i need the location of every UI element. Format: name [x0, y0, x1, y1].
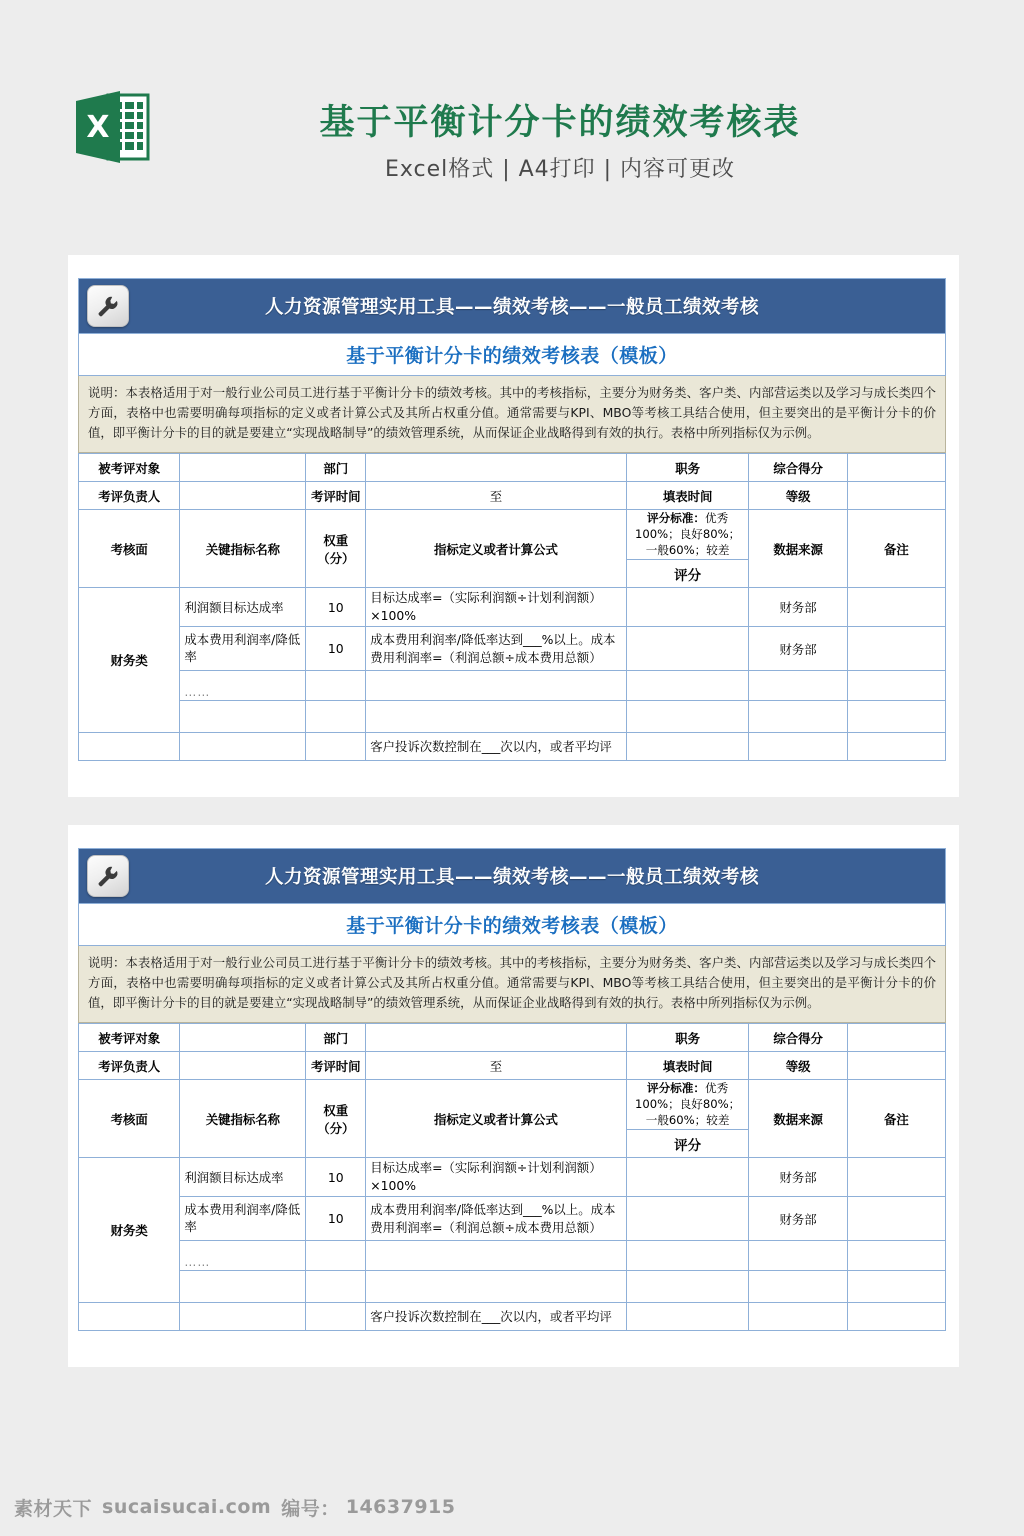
cell-remark[interactable] [847, 588, 945, 627]
cell-definition[interactable]: 客户投诉次数控制在___次以内，或者平均评 [366, 733, 627, 761]
col-header-score: 评分 [626, 560, 749, 588]
cell-remark[interactable] [847, 1303, 945, 1331]
table-row [79, 733, 946, 761]
cell-score[interactable] [626, 1303, 749, 1331]
cell-definition[interactable]: 成本费用利润率/降低率达到___%以上。成本费用利润率=（利润总额÷成本费用总额） [366, 1197, 627, 1241]
col-header-weight [306, 510, 366, 588]
cell-indicator[interactable] [180, 733, 306, 761]
label-total-score: 综合得分 [749, 1024, 847, 1052]
sheet-subtitle-row [78, 904, 946, 946]
footer-watermark [0, 1487, 1024, 1527]
cell-indicator[interactable]: 成本费用利润率/降低率 [180, 1197, 306, 1241]
assessment-table [78, 1023, 946, 1331]
cell-source[interactable] [749, 1241, 847, 1271]
page-title: 基于平衡计分卡的绩效考核表 [319, 103, 801, 143]
cell-indicator[interactable]: 成本费用利润率/降低率 [180, 627, 306, 671]
cell-indicator[interactable] [180, 1271, 306, 1303]
label-position: 职务 [626, 1024, 749, 1052]
cell-weight[interactable] [306, 701, 366, 733]
footer-brand: 素材天下 [14, 1497, 93, 1520]
cell-source[interactable] [749, 671, 847, 701]
footer-id-value: 14637915 [345, 1496, 456, 1518]
cell-indicator[interactable]: …… [180, 1241, 306, 1271]
cell-source[interactable] [749, 733, 847, 761]
label-assessed-subject: 被考评对象 [79, 454, 180, 482]
wrench-icon [87, 285, 129, 327]
cell-category: 财务类 [79, 1158, 180, 1303]
col-header-aspect: 考核面 [79, 1080, 180, 1158]
table-row [79, 627, 946, 671]
cell-score[interactable] [626, 671, 749, 701]
field-assessment-period[interactable]: 至 [366, 1052, 627, 1080]
sheet-banner [78, 848, 946, 904]
table-row [79, 701, 946, 733]
field-total-score[interactable] [847, 454, 945, 482]
cell-remark[interactable] [847, 733, 945, 761]
cell-source[interactable] [749, 1303, 847, 1331]
table-row [79, 1303, 946, 1331]
cell-remark[interactable] [847, 1158, 945, 1197]
cell-source[interactable]: 财务部 [749, 588, 847, 627]
label-fill-date: 填表时间 [626, 1052, 749, 1080]
label-assessor: 考评负责人 [79, 1052, 180, 1080]
col-header-source: 数据来源 [749, 1080, 847, 1158]
cell-indicator[interactable] [180, 1303, 306, 1331]
footer-site: sucaisucai.com [102, 1496, 272, 1518]
banner-title: 人力资源管理实用工具——绩效考核——一般员工绩效考核 [264, 297, 759, 318]
criteria-body: 优秀100%；良好80%；一般60%；较差 [634, 511, 741, 557]
sheet-description: 说明：本表格适用于对一般行业公司员工进行基于平衡计分卡的绩效考核。其中的考核指标，主要分为财务类、客户类、内部营运类以及学习与成长类四个方面，表格中也需要明确每项指标的定义或者计算公式及其所占权重分值。通常需要与KPI、MBO等考核工具结合使用，但主要突出的是平衡计分卡的价值，即平衡计分卡的目的就是要建立“实现战略制导”的绩效管理系统，从而保证企业战略得到有效的执行。表格中所列指标仅为示例。 [78, 946, 946, 1023]
field-grade[interactable] [847, 482, 945, 510]
table-header-row [79, 510, 946, 560]
label-assessor: 考评负责人 [79, 482, 180, 510]
document-preview-card-2[interactable] [68, 825, 959, 1367]
assessment-table [78, 453, 946, 761]
cell-weight[interactable] [306, 733, 366, 761]
field-assessor[interactable] [180, 482, 306, 510]
cell-source[interactable] [749, 701, 847, 733]
cell-remark[interactable] [847, 671, 945, 701]
document-preview-card-1[interactable] [68, 255, 959, 797]
excel-logo-icon [68, 83, 156, 171]
cell-category: 财务类 [79, 588, 180, 733]
table-row [79, 1052, 946, 1080]
col-header-weight [306, 1080, 366, 1158]
sheet-description: 说明：本表格适用于对一般行业公司员工进行基于平衡计分卡的绩效考核。其中的考核指标，主要分为财务类、客户类、内部营运类以及学习与成长类四个方面，表格中也需要明确每项指标的定义或者计算公式及其所占权重分值。通常需要与KPI、MBO等考核工具结合使用，但主要突出的是平衡计分卡的价值，即平衡计分卡的目的就是要建立“实现战略制导”的绩效管理系统，从而保证企业战略得到有效的执行。表格中所列指标仅为示例。 [78, 376, 946, 453]
table-row [79, 454, 946, 482]
footer-id-label: 编号： [281, 1497, 340, 1520]
col-header-definition: 指标定义或者计算公式 [366, 1080, 627, 1158]
col-header-weight-line2: （分） [317, 550, 355, 566]
table-row [79, 482, 946, 510]
cell-remark[interactable] [847, 627, 945, 671]
field-department[interactable] [366, 1024, 627, 1052]
label-assessment-period: 考评时间 [306, 1052, 366, 1080]
cell-remark[interactable] [847, 701, 945, 733]
criteria-body: 优秀100%；良好80%；一般60%；较差 [634, 1081, 741, 1127]
cell-indicator[interactable]: 利润额目标达成率 [180, 588, 306, 627]
wrench-icon [87, 855, 129, 897]
cell-weight[interactable] [306, 1303, 366, 1331]
col-header-aspect: 考核面 [79, 510, 180, 588]
cell-indicator[interactable]: 利润额目标达成率 [180, 1158, 306, 1197]
cell-indicator[interactable]: …… [180, 671, 306, 701]
col-header-weight-line1: 权重 [323, 1102, 349, 1118]
col-header-weight-line1: 权重 [323, 532, 349, 548]
label-fill-date: 填表时间 [626, 482, 749, 510]
col-header-definition: 指标定义或者计算公式 [366, 510, 627, 588]
cell-definition[interactable]: 成本费用利润率/降低率达到___%以上。成本费用利润率=（利润总额÷成本费用总额） [366, 627, 627, 671]
svg-text:X: X [86, 110, 110, 145]
label-position: 职务 [626, 454, 749, 482]
sheet-subtitle: 基于平衡计分卡的绩效考核表（模板） [346, 915, 678, 937]
cell-score[interactable] [626, 627, 749, 671]
col-header-criteria [626, 1080, 749, 1130]
col-header-source: 数据来源 [749, 510, 847, 588]
col-header-remark: 备注 [847, 510, 945, 588]
spreadsheet-sheet [78, 278, 946, 761]
criteria-prefix: 评分标准： [647, 1081, 705, 1096]
field-total-score[interactable] [847, 1024, 945, 1052]
cell-score[interactable] [626, 588, 749, 627]
cell-definition[interactable] [366, 1241, 627, 1271]
criteria-prefix: 评分标准： [647, 511, 705, 526]
field-department[interactable] [366, 454, 627, 482]
col-header-indicator: 关键指标名称 [180, 1080, 306, 1158]
sheet-banner [78, 278, 946, 334]
table-row [79, 1024, 946, 1052]
cell-remark[interactable] [847, 1271, 945, 1303]
table-row [79, 671, 946, 701]
label-grade: 等级 [749, 482, 847, 510]
col-header-indicator: 关键指标名称 [180, 510, 306, 588]
banner-title: 人力资源管理实用工具——绩效考核——一般员工绩效考核 [264, 867, 759, 888]
cell-category [79, 1303, 180, 1331]
table-row [79, 1197, 946, 1241]
cell-definition[interactable]: 客户投诉次数控制在___次以内，或者平均评 [366, 1303, 627, 1331]
label-assessment-period: 考评时间 [306, 482, 366, 510]
cell-weight[interactable]: 10 [306, 588, 366, 627]
col-header-criteria [626, 510, 749, 560]
cell-source[interactable]: 财务部 [749, 1158, 847, 1197]
sheet-subtitle-row [78, 334, 946, 376]
cell-definition[interactable]: 目标达成率=（实际利润额÷计划利润额）×100% [366, 1158, 627, 1197]
cell-weight[interactable]: 10 [306, 627, 366, 671]
field-assessed-subject[interactable] [180, 1024, 306, 1052]
cell-score[interactable] [626, 1158, 749, 1197]
cell-source[interactable] [749, 1271, 847, 1303]
cell-weight[interactable] [306, 1271, 366, 1303]
col-header-weight-line2: （分） [317, 1120, 355, 1136]
field-assessment-period[interactable]: 至 [366, 482, 627, 510]
table-row [79, 1241, 946, 1271]
cell-score[interactable] [626, 733, 749, 761]
cell-category [79, 733, 180, 761]
cell-definition[interactable] [366, 1271, 627, 1303]
cell-weight[interactable]: 10 [306, 1158, 366, 1197]
spreadsheet-sheet [78, 848, 946, 1331]
cell-source[interactable]: 财务部 [749, 627, 847, 671]
promo-header [0, 0, 1024, 230]
page-subtitle: Excel格式 | A4打印 | 内容可更改 [384, 157, 736, 182]
field-assessor[interactable] [180, 1052, 306, 1080]
cell-remark[interactable] [847, 1197, 945, 1241]
cell-remark[interactable] [847, 1241, 945, 1271]
col-header-score: 评分 [626, 1130, 749, 1158]
cell-definition[interactable] [366, 701, 627, 733]
table-header-row [79, 1080, 946, 1130]
cell-score[interactable] [626, 1197, 749, 1241]
label-total-score: 综合得分 [749, 454, 847, 482]
cell-weight[interactable] [306, 671, 366, 701]
label-department: 部门 [306, 1024, 366, 1052]
cell-indicator[interactable] [180, 701, 306, 733]
table-row [79, 1158, 946, 1197]
label-department: 部门 [306, 454, 366, 482]
field-grade[interactable] [847, 1052, 945, 1080]
table-row [79, 1271, 946, 1303]
cell-score[interactable] [626, 1241, 749, 1271]
cell-score[interactable] [626, 1271, 749, 1303]
sheet-subtitle: 基于平衡计分卡的绩效考核表（模板） [346, 345, 678, 367]
label-grade: 等级 [749, 1052, 847, 1080]
cell-weight[interactable]: 10 [306, 1197, 366, 1241]
cell-definition[interactable] [366, 671, 627, 701]
field-assessed-subject[interactable] [180, 454, 306, 482]
label-assessed-subject: 被考评对象 [79, 1024, 180, 1052]
col-header-remark: 备注 [847, 1080, 945, 1158]
cell-score[interactable] [626, 701, 749, 733]
cell-source[interactable]: 财务部 [749, 1197, 847, 1241]
cell-definition[interactable]: 目标达成率=（实际利润额÷计划利润额）×100% [366, 588, 627, 627]
table-row [79, 588, 946, 627]
cell-weight[interactable] [306, 1241, 366, 1271]
